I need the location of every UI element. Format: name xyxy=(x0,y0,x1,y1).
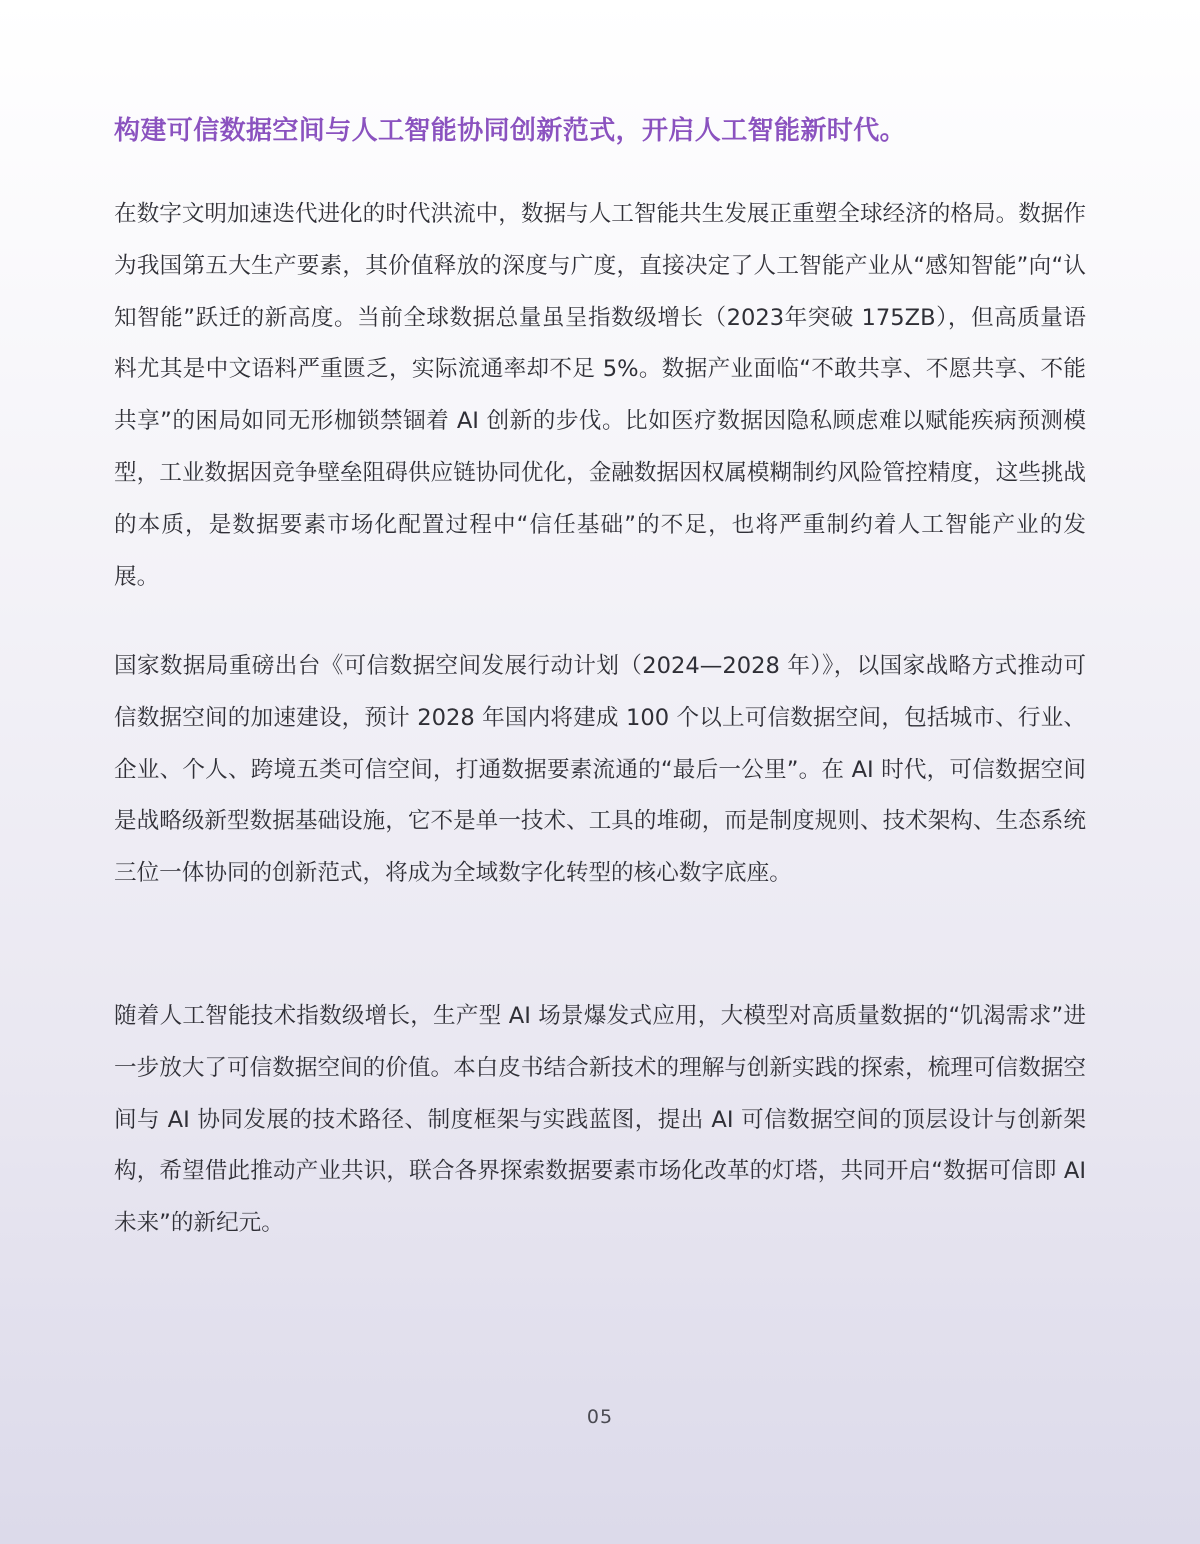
page-number: 05 xyxy=(586,1406,614,1428)
body-paragraph-1: 在数字文明加速迭代进化的时代洪流中，数据与人工智能共生发展正重塑全球经济的格局。数据作为我国第五大生产要素，其价值释放的深度与广度，直接决定了人工智能产业从“感知智能”向“认知智能”跃迁的新高度。当前全球数据总量虽呈指数级增长（2023年突破 175ZB），但高质量语料尤其是中文语料严重匮乏，实际流通率却不足 5%。数据产业面临“不敢共享、不愿共享、不能共享”的困局如同无形枷锁禁锢着 AI 创新的步伐。比如医疗数据因隐私顾虑难以赋能疾病预测模型，工业数据因竞争壁垒阻碍供应链协同优化，金融数据因权属模糊制约风险管控精度，这些挑战的本质，是数据要素市场化配置过程中“信任基础”的不足，也将严重制约着人工智能产业的发展。 xyxy=(114,201,1086,590)
body-paragraph-3: 随着人工智能技术指数级增长，生产型 AI 场景爆发式应用，大模型对高质量数据的“饥渴需求”进一步放大了可信数据空间的价值。本白皮书结合新技术的理解与创新实践的探索，梳理可信数据空间与 AI 协同发展的技术路径、制度框架与实践蓝图，提出 AI 可信数据空间的顶层设计与创新架构，希望借此推动产业共识，联合各界探索数据要素市场化改革的灯塔，共同开启“数据可信即 AI 未来”的新纪元。 xyxy=(114,1003,1086,1237)
body-paragraph-2: 国家数据局重磅出台《可信数据空间发展行动计划（2024—2028 年）》，以国家战略方式推动可信数据空间的加速建设，预计 2028 年国内将建成 100 个以上可信数据空间，包括城市、行业、企业、个人、跨境五类可信空间，打通数据要素流通的“最后一公里”。在 AI 时代，可信数据空间是战略级新型数据基础设施，它不是单一技术、工具的堆砌，而是制度规则、技术架构、生态系统三位一体协同的创新范式，将成为全域数字化转型的核心数字底座。 xyxy=(114,653,1086,887)
document-page xyxy=(114,0,1086,1544)
section-headline: 构建可信数据空间与人工智能协同创新范式，开启人工智能新时代。 xyxy=(114,116,907,146)
